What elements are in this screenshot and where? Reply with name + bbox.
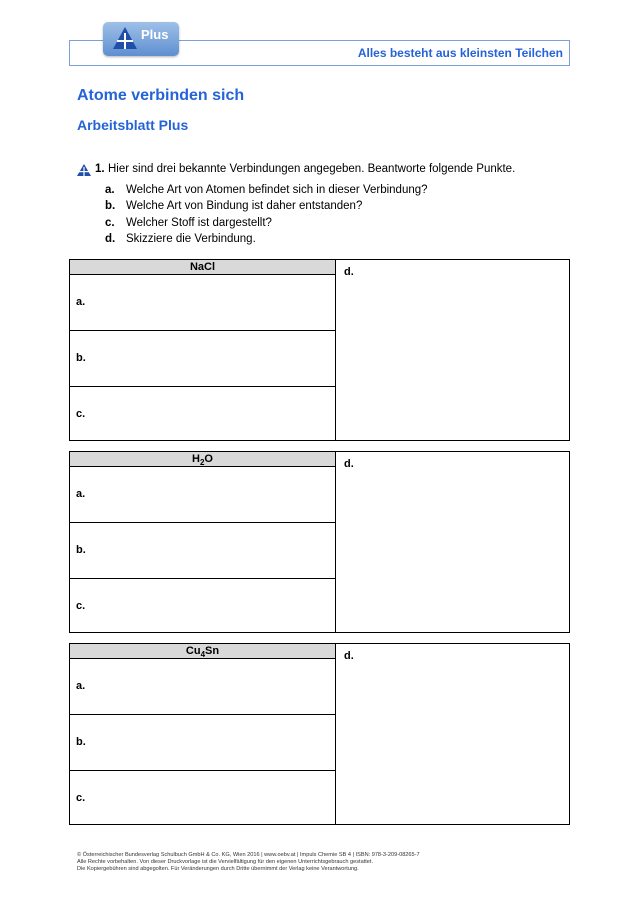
task-item: b. Welche Art von Bindung ist daher entstanden?	[105, 200, 363, 212]
page-subtitle: Arbeitsblatt Plus	[77, 117, 189, 133]
answer-field-b[interactable]: b.	[70, 523, 335, 579]
answer-field-a[interactable]: a.	[70, 659, 335, 715]
task-number: 1.	[95, 163, 105, 175]
answer-field-c[interactable]: c.	[76, 408, 86, 420]
header-title: Alles besteht aus kleinsten Teilchen	[357, 46, 563, 60]
task-text: Hier sind drei bekannte Verbindungen angegeben. Beantworte folgende Punkte.	[108, 163, 516, 175]
answer-field-c[interactable]: c.	[76, 600, 86, 612]
answer-table-cu4sn	[69, 643, 570, 825]
answer-column	[70, 644, 336, 824]
answer-field-b[interactable]: b.	[70, 715, 335, 771]
formula-header: $H_2O$	[70, 452, 335, 467]
formula-header: NaCl	[70, 260, 335, 275]
answer-field-a[interactable]: a.	[70, 467, 335, 523]
logo-text: Plus	[141, 27, 169, 42]
answer-field-a[interactable]: a.	[70, 275, 335, 331]
answer-column	[70, 452, 336, 632]
sketch-field-label: d.	[344, 650, 354, 662]
task-item: a. Welche Art von Atomen befindet sich in dieser Verbindung?	[105, 184, 428, 196]
sketch-field-label: d.	[344, 266, 354, 278]
pyramid-icon	[113, 27, 137, 49]
plus-logo	[103, 22, 179, 56]
answer-table-h2o	[69, 451, 570, 633]
task-item: d. Skizziere die Verbindung.	[105, 233, 256, 245]
pyramid-icon	[77, 164, 91, 176]
sketch-field-label: d.	[344, 458, 354, 470]
page-title: Atome verbinden sich	[77, 87, 245, 104]
answer-field-c[interactable]: c.	[76, 792, 86, 804]
answer-table-nacl	[69, 259, 570, 441]
answer-column	[70, 260, 336, 440]
answer-field-b[interactable]: b.	[70, 331, 335, 387]
task-item: c. Welcher Stoff ist dargestellt?	[105, 217, 272, 229]
formula-header: $Cu_4Sn$	[70, 644, 335, 659]
copyright-footer: © Österreichischer Bundesverlag Schulbuch GmbH & Co. KG, Wien 2016 | www.oebv.at | Impuls Chemie SB 4 | ISBN: 978-3-209-08265-7 Alle Rechte vorbehalten. Von dieser Druckvorlage ist die Vervielfältigung für den eigenen Unterrichtsgebrauch gestattet. Die Kopiergebühren sind abgegolten. Für Veränderungen durch Dritte übernimmt der Verlag keine Verantwortung.	[77, 852, 420, 872]
